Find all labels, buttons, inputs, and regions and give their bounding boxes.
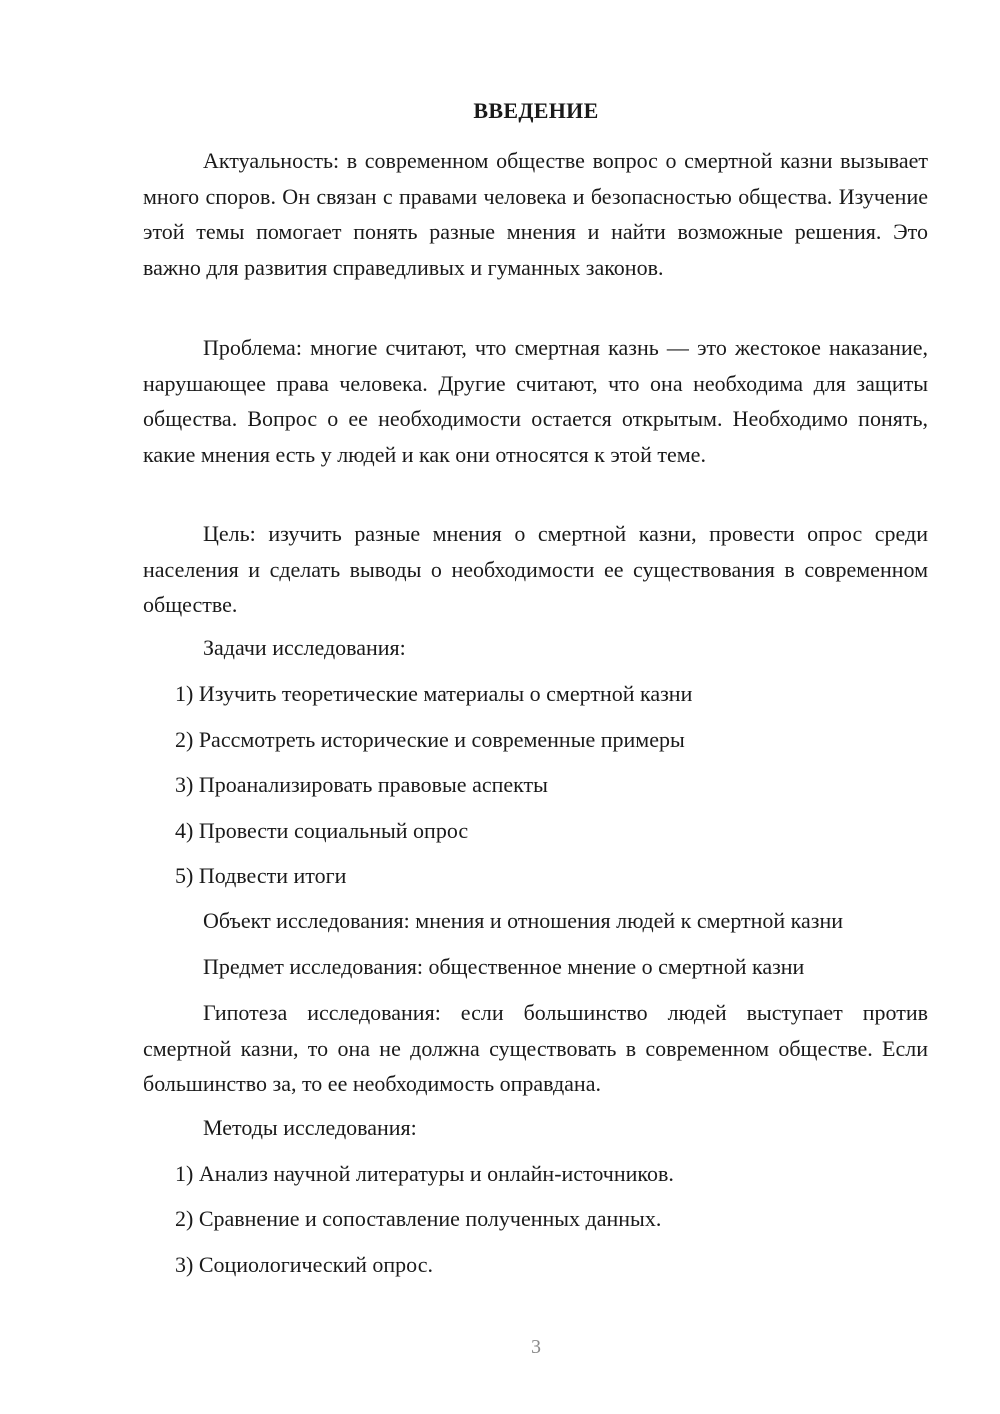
object-line: Объект исследования: мнения и отношения людей к смертной казни — [203, 908, 844, 933]
task-item: 1) Изучить теоретические материалы о смертной казни — [175, 681, 693, 706]
hypothesis-paragraph: Гипотеза исследования: если большинство людей выступает против смертной казни, то она не должна существовать в современном обществе. Если большинство за, то ее необходимость оправдана. — [143, 1000, 928, 1096]
method-item: 3) Социологический опрос. — [175, 1252, 433, 1277]
task-item: 5) Подвести итоги — [175, 863, 347, 888]
problem-paragraph: Проблема: многие считают, что смертная казнь — это жестокое наказание, нарушающее права человека. Другие считают, что она необходима для защиты общества. Вопрос о ее необходимости остается открытым. Необходимо понять, какие мнения есть у людей и как они относятся к этой теме. — [143, 335, 928, 467]
task-item: 2) Рассмотреть исторические и современные примеры — [175, 727, 685, 752]
page-number: 3 — [531, 1336, 541, 1358]
method-item: 2) Сравнение и сопоставление полученных данных. — [175, 1206, 662, 1231]
relevance-paragraph: Актуальность: в современном обществе вопрос о смертной казни вызывает много споров. Он связан с правами человека и безопасностью общества. Изучение этой темы помогает понять разные мнения и найти возможные решения. Это важно для развития справедливых и гуманных законов. — [143, 148, 928, 280]
page-title: ВВЕДЕНИЕ — [473, 98, 599, 123]
subject-line: Предмет исследования: общественное мнение о смертной казни — [203, 954, 805, 979]
methods-heading: Методы исследования: — [203, 1115, 417, 1140]
method-item: 1) Анализ научной литературы и онлайн-источников. — [175, 1161, 674, 1186]
goal-paragraph: Цель: изучить разные мнения о смертной казни, провести опрос среди населения и сделать выводы о необходимости ее существования в современном обществе. — [143, 521, 928, 617]
tasks-heading: Задачи исследования: — [203, 635, 406, 660]
task-item: 4) Провести социальный опрос — [175, 818, 469, 843]
task-item: 3) Проанализировать правовые аспекты — [175, 772, 548, 797]
